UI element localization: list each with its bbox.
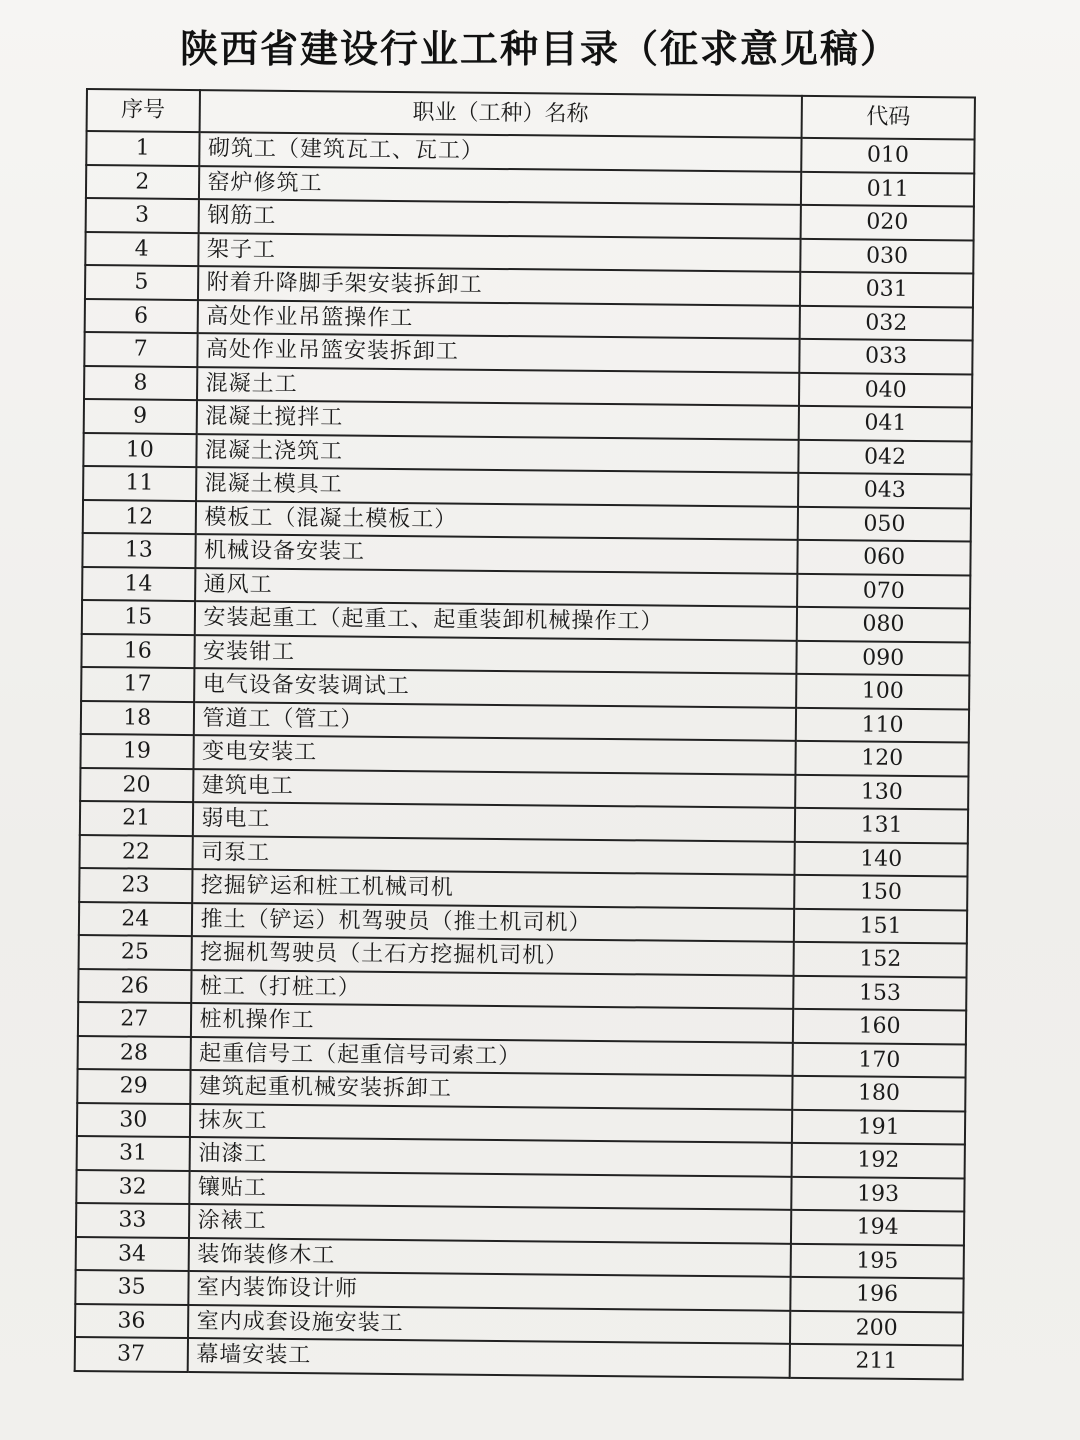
header-code: 代码 [802, 96, 975, 140]
row-code-cell: 193 [791, 1176, 964, 1211]
row-seq-cell: 4 [85, 232, 198, 267]
row-seq-cell: 7 [84, 332, 197, 367]
row-name-cell: 油漆工 [189, 1137, 792, 1176]
occupation-table [74, 88, 976, 1380]
row-seq-cell: 25 [79, 935, 192, 970]
row-seq-cell: 32 [76, 1169, 189, 1204]
row-seq-cell: 18 [81, 700, 194, 735]
row-name-cell: 室内装饰设计师 [188, 1271, 791, 1310]
row-name-cell: 管道工（管工） [193, 702, 796, 741]
row-seq-cell: 29 [77, 1069, 190, 1104]
row-seq-cell: 12 [83, 499, 196, 534]
row-code-cell: 120 [796, 741, 969, 776]
row-seq-cell: 10 [83, 432, 196, 467]
row-code-cell: 152 [794, 942, 967, 977]
row-code-cell: 200 [790, 1310, 963, 1345]
row-code-cell: 050 [798, 506, 971, 541]
row-code-cell: 131 [795, 808, 968, 843]
row-name-cell: 架子工 [198, 233, 801, 272]
row-name-cell: 挖掘铲运和桩工机械司机 [192, 869, 795, 908]
row-seq-cell: 27 [78, 1002, 191, 1037]
row-code-cell: 020 [801, 205, 974, 240]
row-name-cell: 模板工（混凝土模板工） [195, 501, 798, 540]
row-code-cell: 140 [795, 841, 968, 876]
row-code-cell: 196 [791, 1277, 964, 1312]
row-code-cell: 192 [792, 1143, 965, 1178]
row-seq-cell: 23 [79, 868, 192, 903]
row-seq-cell: 34 [76, 1236, 189, 1271]
row-name-cell: 弱电工 [192, 802, 795, 841]
row-seq-cell: 20 [80, 767, 193, 802]
row-code-cell: 160 [793, 1009, 966, 1044]
row-seq-cell: 30 [77, 1102, 190, 1137]
row-seq-cell: 14 [82, 566, 195, 601]
row-seq-cell: 35 [75, 1270, 188, 1305]
row-code-cell: 110 [796, 707, 969, 742]
row-name-cell: 高处作业吊篮安装拆卸工 [197, 333, 800, 372]
row-code-cell: 041 [799, 406, 972, 441]
row-name-cell: 抹灰工 [189, 1104, 792, 1143]
row-name-cell: 钢筋工 [198, 199, 801, 238]
row-name-cell: 通风工 [195, 568, 798, 607]
row-name-cell: 附着升降脚手架安装拆卸工 [197, 266, 800, 305]
row-name-cell: 机械设备安装工 [195, 534, 798, 573]
row-seq-cell: 6 [85, 298, 198, 333]
row-seq-cell: 36 [75, 1303, 188, 1338]
row-code-cell: 031 [800, 272, 973, 307]
row-name-cell: 混凝土浇筑工 [196, 434, 799, 473]
row-code-cell: 153 [793, 975, 966, 1010]
row-name-cell: 混凝土工 [197, 367, 800, 406]
row-seq-cell: 11 [83, 466, 196, 501]
row-name-cell: 建筑起重机械安装拆卸工 [190, 1070, 793, 1109]
row-seq-cell: 3 [86, 198, 199, 233]
row-name-cell: 安装起重工（起重工、起重装卸机械操作工） [194, 601, 797, 640]
row-name-cell: 安装钳工 [194, 635, 797, 674]
row-seq-cell: 28 [78, 1035, 191, 1070]
row-name-cell: 起重信号工（起重信号司索工） [190, 1037, 793, 1076]
row-code-cell: 100 [796, 674, 969, 709]
row-seq-cell: 21 [80, 801, 193, 836]
row-name-cell: 建筑电工 [193, 769, 796, 808]
row-seq-cell: 19 [80, 734, 193, 769]
row-name-cell: 镶贴工 [189, 1171, 792, 1210]
table-body [75, 131, 975, 1379]
row-code-cell: 150 [794, 875, 967, 910]
row-code-cell: 043 [798, 473, 971, 508]
row-name-cell: 混凝土搅拌工 [196, 400, 799, 439]
row-name-cell: 砌筑工（建筑瓦工、瓦工） [199, 132, 802, 171]
row-seq-cell: 1 [86, 131, 199, 166]
row-name-cell: 窑炉修筑工 [198, 166, 801, 205]
row-code-cell: 011 [801, 171, 974, 206]
row-name-cell: 涂裱工 [188, 1204, 791, 1243]
row-name-cell: 桩机操作工 [190, 1003, 793, 1042]
row-seq-cell: 15 [82, 600, 195, 635]
row-name-cell: 司泵工 [192, 836, 795, 875]
header-seq: 序号 [87, 89, 200, 132]
row-code-cell: 010 [801, 138, 974, 173]
row-name-cell: 挖掘机驾驶员（土石方挖掘机司机） [191, 936, 794, 975]
row-seq-cell: 9 [84, 399, 197, 434]
row-code-cell: 040 [799, 372, 972, 407]
header-name: 职业（工种）名称 [199, 90, 802, 138]
row-name-cell: 幕墙安装工 [187, 1338, 790, 1377]
row-seq-cell: 5 [85, 265, 198, 300]
row-name-cell: 装饰装修木工 [188, 1238, 791, 1277]
row-code-cell: 130 [795, 774, 968, 809]
row-name-cell: 电气设备安装调试工 [194, 668, 797, 707]
row-seq-cell: 22 [80, 834, 193, 869]
row-code-cell: 030 [800, 238, 973, 273]
row-code-cell: 180 [792, 1076, 965, 1111]
row-seq-cell: 17 [81, 667, 194, 702]
row-code-cell: 211 [790, 1344, 963, 1379]
row-name-cell: 桩工（打桩工） [191, 970, 794, 1009]
row-name-cell: 室内成套设施安装工 [188, 1305, 791, 1344]
row-name-cell: 混凝土模具工 [196, 467, 799, 506]
row-seq-cell: 31 [77, 1136, 190, 1171]
document-title: 陕西省建设行业工种目录（征求意见稿） [179, 27, 900, 71]
row-code-cell: 170 [793, 1042, 966, 1077]
row-seq-cell: 33 [76, 1203, 189, 1238]
row-seq-cell: 2 [86, 165, 199, 200]
row-seq-cell: 16 [81, 633, 194, 668]
row-name-cell: 变电安装工 [193, 735, 796, 774]
row-code-cell: 195 [791, 1243, 964, 1278]
row-code-cell: 090 [797, 640, 970, 675]
row-seq-cell: 8 [84, 365, 197, 400]
row-code-cell: 191 [792, 1109, 965, 1144]
row-name-cell: 高处作业吊篮操作工 [197, 300, 800, 339]
row-seq-cell: 26 [78, 968, 191, 1003]
table-row [75, 1337, 963, 1379]
row-code-cell: 060 [798, 540, 971, 575]
row-seq-cell: 37 [75, 1337, 188, 1372]
row-seq-cell: 13 [82, 533, 195, 568]
row-code-cell: 194 [791, 1210, 964, 1245]
row-code-cell: 042 [799, 439, 972, 474]
row-code-cell: 080 [797, 607, 970, 642]
row-code-cell: 032 [800, 305, 973, 340]
row-code-cell: 151 [794, 908, 967, 943]
row-code-cell: 033 [800, 339, 973, 374]
row-name-cell: 推土（铲运）机驾驶员（推土机司机） [191, 903, 794, 942]
row-seq-cell: 24 [79, 901, 192, 936]
row-code-cell: 070 [797, 573, 970, 608]
